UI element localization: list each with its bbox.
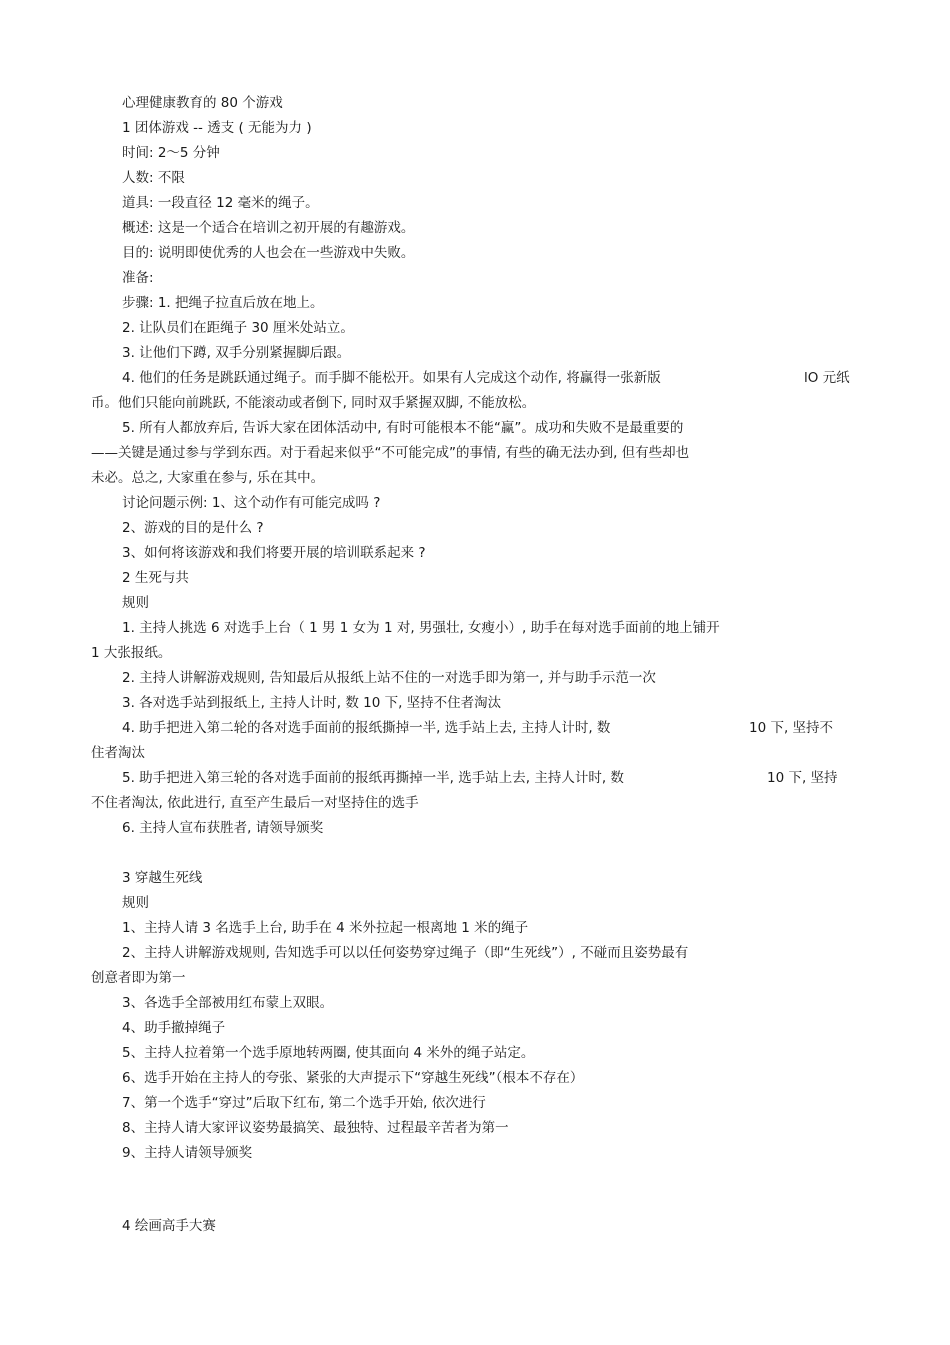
- game3-rule9: 9、主持人请领导颁奖: [122, 1145, 253, 1161]
- game2-rule3: 3. 各对选手站到报纸上, 主持人计时, 数 10 下, 坚持不住者淘汰: [122, 695, 502, 711]
- game3-rule6: 6、选手开始在主持人的夸张、紧张的大声提示下“穿越生死线”（根本不存在）: [122, 1070, 584, 1086]
- game3-rule7: 7、第一个选手“穿过”后取下红布, 第二个选手开始, 依次进行: [122, 1095, 486, 1111]
- game3-rule8: 8、主持人请大家评议姿势最搞笑、最独特、过程最辛苦者为第一: [122, 1120, 509, 1136]
- game2-rule2: 2. 主持人讲解游戏规则, 告知最后从报纸上站不住的一对选手即为第一, 并与助手示范一次: [122, 670, 656, 686]
- game1-people: 人数: 不限: [122, 170, 185, 186]
- game3-heading: 3 穿越生死线: [122, 870, 203, 886]
- game1-step4-line2: 币。他们只能向前跳跃, 不能滚动或者倒下, 同时双手紧握双脚, 不能放松。: [91, 395, 536, 411]
- game3-rule5: 5、主持人拉着第一个选手原地转两圈, 使其面向 4 米外的绳子站定。: [122, 1045, 535, 1061]
- game1-step3: 3. 让他们下蹲, 双手分别紧握脚后跟。: [122, 345, 351, 361]
- game2-rule4-line1: 4. 助手把进入第二轮的各对选手面前的报纸撕掉一半, 选手站上去, 主持人计时, 数: [122, 720, 611, 736]
- game1-step4-line1: 4. 他们的任务是跳跃通过绳子。而手脚不能松开。如果有人完成这个动作, 将赢得一张新版: [122, 370, 661, 386]
- game2-rule1-line1: 1. 主持人挑选 6 对选手上台（ 1 男 1 女为 1 对, 男强壮, 女瘦小）, 助手在每对选手面前的地上铺开: [122, 620, 720, 636]
- game1-step4-line1-end: lO 元纸: [804, 370, 850, 386]
- game2-rule5-line2: 不住者淘汰, 依此进行, 直至产生最后一对坚持住的选手: [91, 795, 419, 811]
- game2-rule6: 6. 主持人宣布获胜者, 请领导颁奖: [122, 820, 324, 836]
- game1-step1: 步骤: 1. 把绳子拉直后放在地上。: [122, 295, 324, 311]
- game1-discussion-1: 讨论问题示例: 1、这个动作有可能完成吗 ?: [122, 495, 381, 511]
- game1-heading: 1 团体游戏 -- 透支 ( 无能为力 ): [122, 120, 312, 136]
- game3-rule2-line2: 创意者即为第一: [91, 970, 186, 986]
- game1-purpose: 目的: 说明即使优秀的人也会在一些游戏中失败。: [122, 245, 415, 261]
- game2-rules-label: 规则: [122, 595, 149, 611]
- game3-rule3: 3、各选手全部被用红布蒙上双眼。: [122, 995, 334, 1011]
- game1-step5-line1: 5. 所有人都放弃后, 告诉大家在团体活动中, 有时可能根本不能“赢”。成功和失败不是最重要的: [122, 420, 684, 436]
- game1-prep: 准备:: [122, 270, 154, 286]
- game4-heading: 4 绘画高手大赛: [122, 1218, 216, 1234]
- game1-step5-line3: 未必。总之, 大家重在参与, 乐在其中。: [91, 470, 325, 486]
- game3-rules-label: 规则: [122, 895, 149, 911]
- game3-rule4: 4、助手撤掉绳子: [122, 1020, 226, 1036]
- game1-discussion-3: 3、如何将该游戏和我们将要开展的培训联系起来 ?: [122, 545, 426, 561]
- game2-heading: 2 生死与共: [122, 570, 189, 586]
- game2-rule4-line2: 住者淘汰: [91, 745, 145, 761]
- game2-rule4-line1-end: 10 下, 坚持不: [749, 720, 834, 736]
- game3-rule2-line1: 2、主持人讲解游戏规则, 告知选手可以以任何姿势穿过绳子（即“生死线”）, 不碰而且姿势最有: [122, 945, 689, 961]
- game1-time: 时间: 2～5 分钟: [122, 145, 220, 161]
- game1-overview: 概述: 这是一个适合在培训之初开展的有趣游戏。: [122, 220, 415, 236]
- game1-discussion-2: 2、游戏的目的是什么 ?: [122, 520, 264, 536]
- game2-rule1-line2: 1 大张报纸。: [91, 645, 172, 661]
- document-title: 心理健康教育的 80 个游戏: [122, 95, 283, 111]
- game2-rule5-line1-end: 10 下, 坚持: [767, 770, 838, 786]
- game3-rule1: 1、主持人请 3 名选手上台, 助手在 4 米外拉起一根离地 1 米的绳子: [122, 920, 529, 936]
- game2-rule5-line1: 5. 助手把进入第三轮的各对选手面前的报纸再撕掉一半, 选手站上去, 主持人计时, 数: [122, 770, 624, 786]
- game1-step5-line2: ——关键是通过参与学到东西。对于看起来似乎“不可能完成”的事情, 有些的确无法办到, 但有些却也: [91, 445, 690, 461]
- game1-props: 道具: 一段直径 12 毫米的绳子。: [122, 195, 319, 211]
- game1-step2: 2. 让队员们在距绳子 30 厘米处站立。: [122, 320, 354, 336]
